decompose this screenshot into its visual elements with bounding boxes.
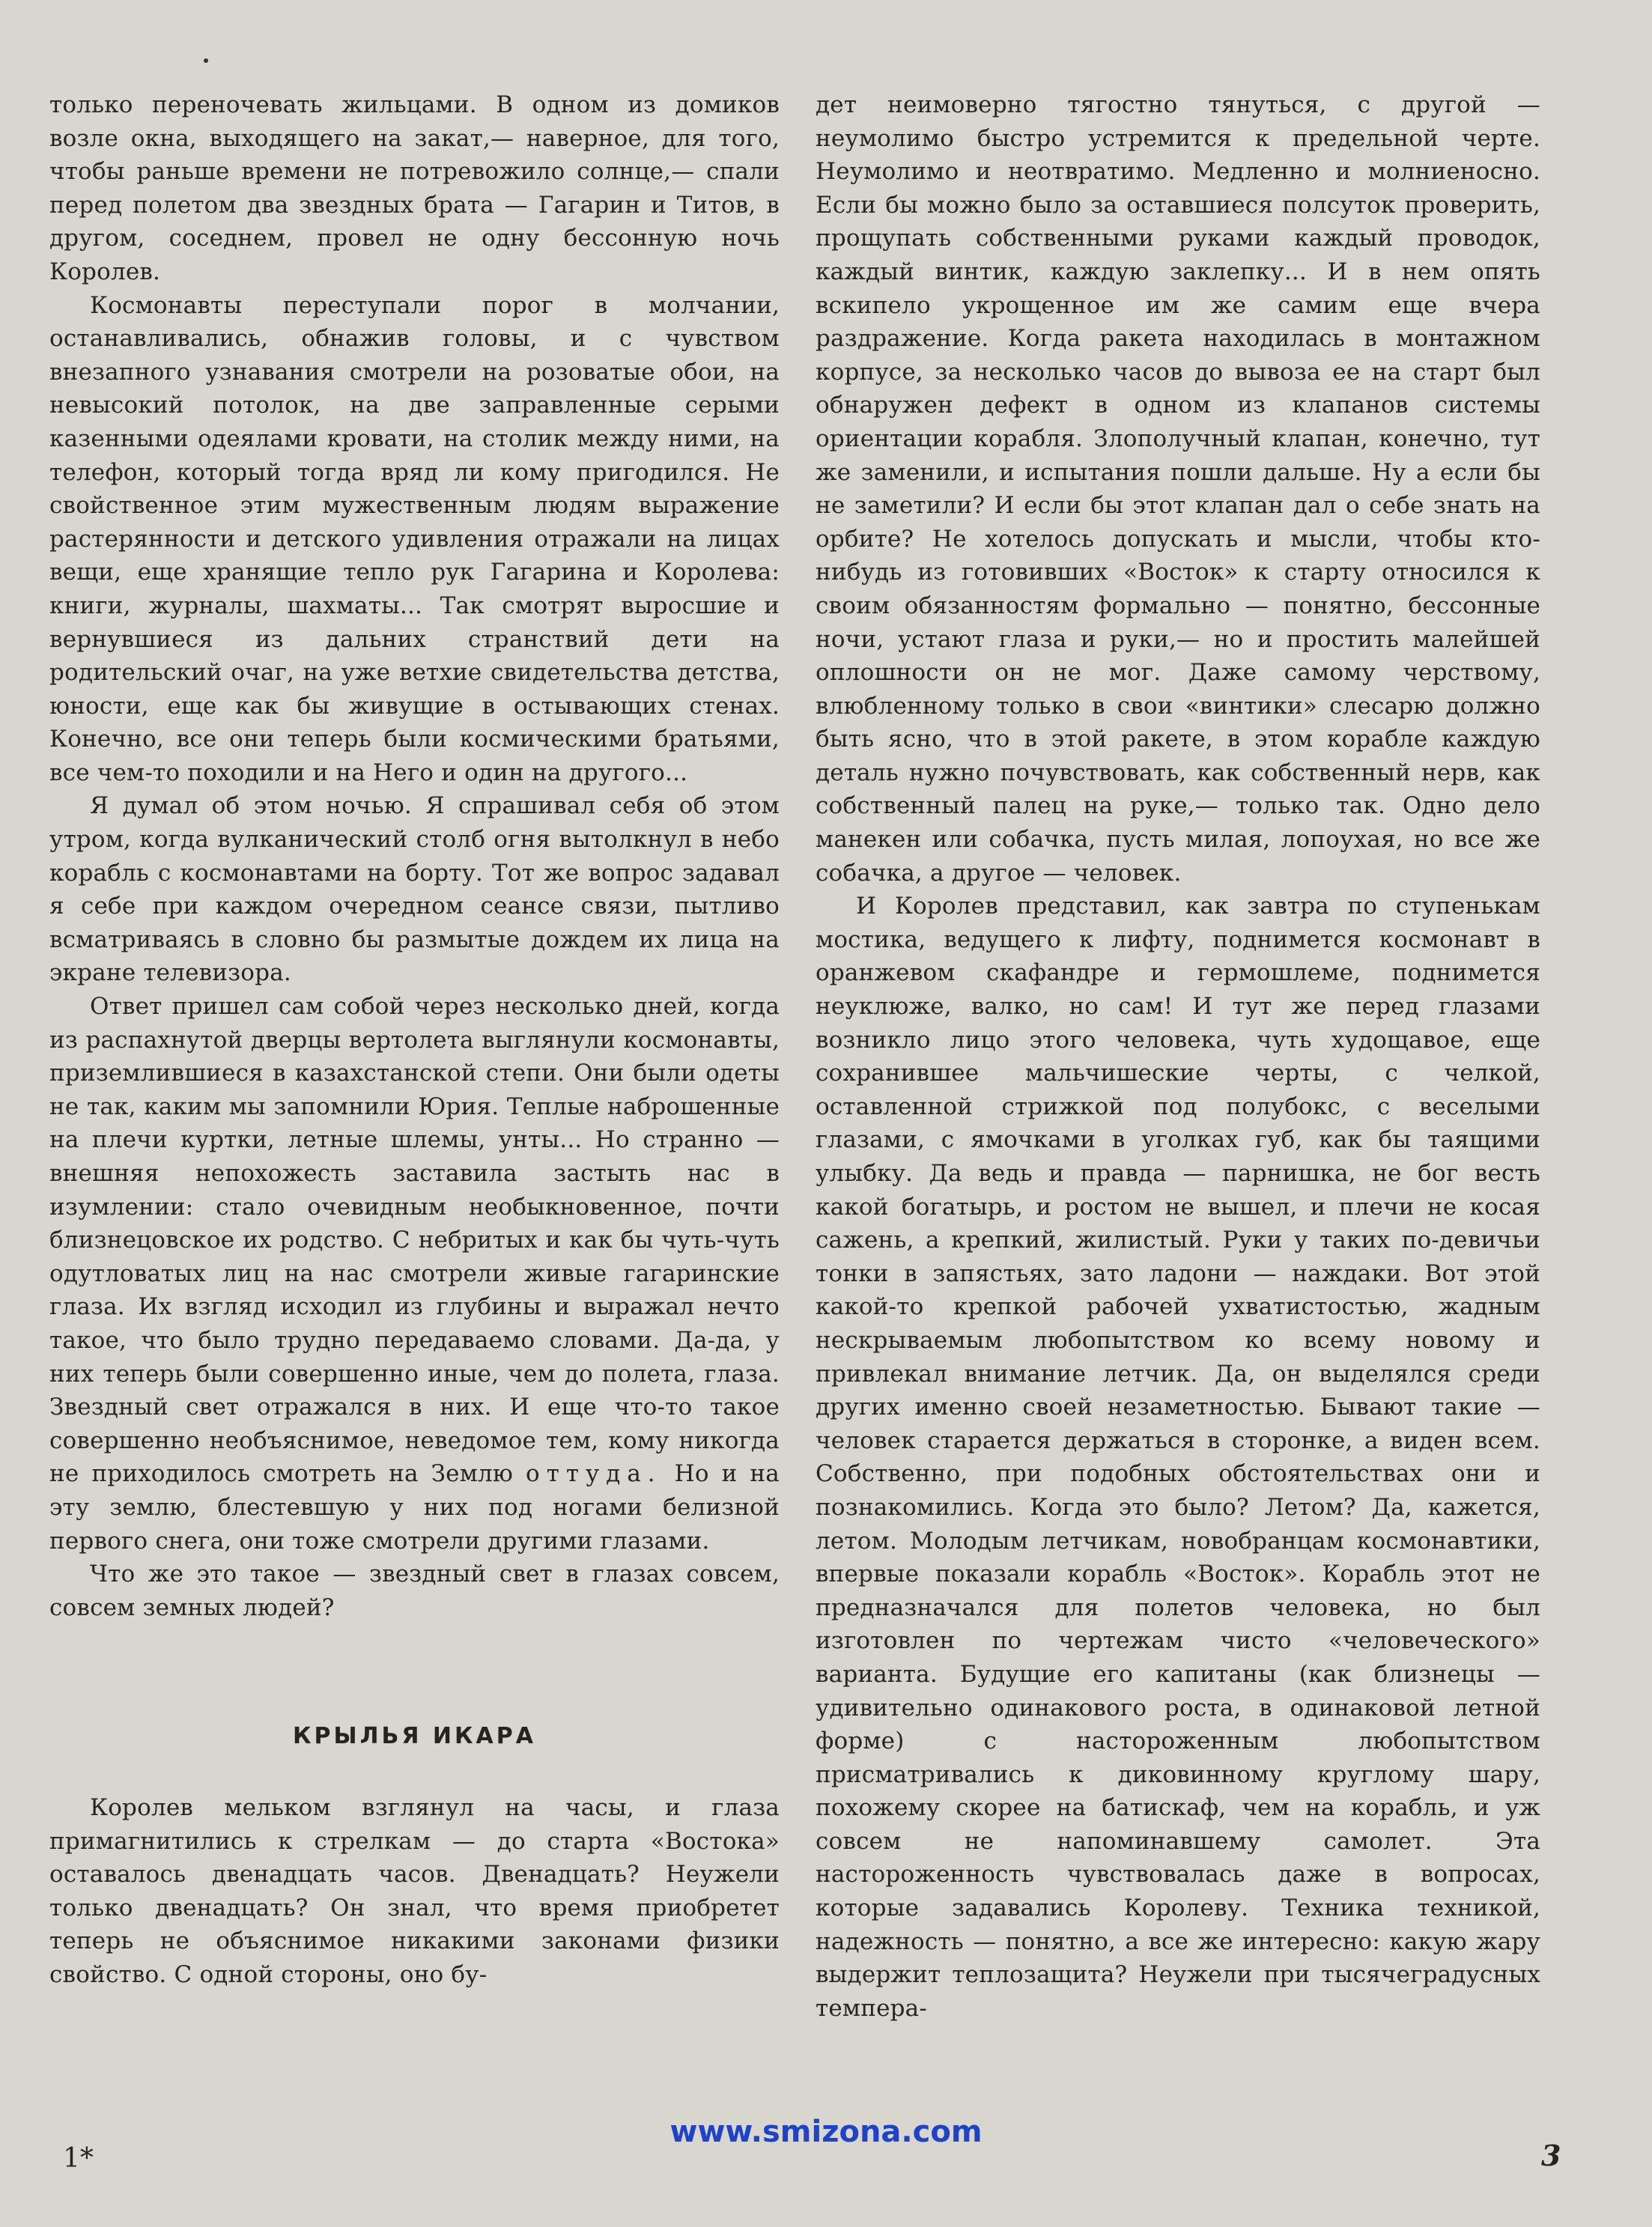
paragraph-text: Ответ пришел сам собой через несколько дней, когда из распахнутой дверцы вертолета выглянули космонавты, приземлившиеся в казахстанской степи. Они были одеты не так, каким мы запомнили Юрия. Теплые наброшенные на плечи куртки, летные шлемы, унты... Но странно — внешняя непохожесть заставила застыть нас в изумлении: стало очевидным необыкновенное, почти близнецовское их родство. С небритых и как бы чуть-чуть одутловатых лиц на нас смотрели живые гагаринские глаза. Их взгляд исходил из глубины и выражал нечто такое, что было трудно передаваемо словами. Да-да, у них теперь были совершенно иные, чем до полета, глаза. Звездный свет отражался в них. И еще что-то такое совершенно необъяснимое, неведомое тем, кому никогда не приходилось смотреть на Землю [49,993,780,1488]
paragraph [49,990,780,1558]
paragraph: Космонавты переступали порог в молчании, останавливались, обнажив головы, и с чувством внезапного узнавания смотрели на розоватые обои, на невысокий потолок, на две заправленные серыми казенными одеялами кровати, на столик между ними, на телефон, который тогда вряд ли кому пригодился. Не свойственное этим мужественным людям выражение растерянности и детского удивления отражали на лицах вещи, еще хранящие тепло рук Гагарина и Королева: книги, журналы, шахматы... Так смотрят выросшие и вернувшиеся из дальних странствий дети на родительский очаг, на уже ветхие свидетельства детства, юности, еще как бы живущие в остывающих стенах. Конечно, все они теперь были космическими братьями, все чем-то походили и на Него и один на другого... [49,291,780,786]
page-number: 3 [1541,2139,1561,2172]
paragraph: Королев мельком взглянул на часы, и глаза примагнитились к стрелкам — до старта «Востока» оставалось двенадцать часов. Двенадцать? Неужели только двенадцать? Он знал, что время приобретет теперь не объяснимое никакими законами физики свойство. С одной стороны, оно бу- [49,1793,780,1988]
right-column [816,88,1540,2025]
paragraph: Я думал об этом ночью. Я спрашивал себя об этом утром, когда вулканический столб огня вытолкнул в небо корабль с космонавтами на борту. Тот же вопрос задавал я себе при каждом очередном сеансе связи, пытливо всматриваясь в словно бы размытые дождем их лица на экране телевизора. [49,792,780,987]
paragraph: только переночевать жильцами. В одном из домиков возле окна, выходящего на закат,— наверное, для того, чтобы раньше времени не потревожило солнце,— спали перед полетом два звездных брата — Гагарин и Титов, в другом, соседнем, провел не одну бессонную ночь Королев. [49,91,780,285]
print-speck [204,58,208,63]
paragraph: дет неимоверно тягостно тянуться, с другой — неумолимо быстро устремится к предельной черте. Неумолимо и неотвратимо. Медленно и молниеносно. Если бы можно было за оставшиеся полсуток проверить, прощупать собственными руками каждый проводок, каждый винтик, каждую заклепку... И в нем опять вскипело укрощенное им же самим еще вчера раздражение. Когда ракета находилась в монтажном корпусе, за несколько часов до вывоза ее на старт был обнаружен дефект в одном из клапанов системы ориентации корабля. Злополучный клапан, конечно, тут же заменили, и испытания пошли дальше. Ну а если бы не заметили? И если бы этот клапан дал о себе знать на орбите? Не хотелось допускать и мысли, чтобы кто-нибудь из готовивших «Восток» к старту относился к своим обязанностям формально — понятно, бессонные ночи, устают глаза и руки,— но и простить малейшей оплошности он не мог. Даже самому черствому, влюбленному только в свои «винтики» слесарю должно быть ясно, что в этой ракете, в этом корабле каждую деталь нужно почувствовать, как собственный нерв, как собственный палец на руке,— только так. Одно дело манекен или собачка, пусть милая, лопоухая, но все же собачка, а другое — человек. [816,91,1540,887]
paragraph-text: Но и на эту землю, блестевшую у них под ногами белизной первого снега, они тоже смотрели другими глазами. [49,1460,780,1555]
section-heading: КРЫЛЬЯ ИКАРА [293,1723,536,1750]
watermark-link[interactable]: www.smizona.com [669,2115,983,2149]
paragraph: Что же это такое — звездный свет в глазах совсем, совсем земных людей? [49,1561,780,1621]
paragraph: И Королев представил, как завтра по ступенькам мостика, ведущего к лифту, поднимется космонавт в оранжевом скафандре и гермошлеме, поднимется неуклюже, валко, но сам! И тут же перед глазами возникло лицо этого человека, чуть худощавое, еще сохранившее мальчишеские черты, с челкой, оставленной стрижкой под полубокс, с веселыми глазами, с ямочками в уголках губ, как бы таящими улыбку. Да ведь и правда — парнишка, не бог весть какой богатырь, и ростом не вышел, и плечи не косая сажень, а крепкий, жилистый. Руки у таких по-девичьи тонки в запястьях, зато ладони — наждаки. Вот этой какой-то крепкой рабочей ухватистостью, жадным нескрываемым любопытством ко всему новому и привлекал внимание летчик. Да, он выделялся среди других именно своей незаметностью. Бывают такие — человек старается держаться в сторонке, а виден всем. Собственно, при подобных обстоятельствах они и познакомились. Когда это было? Летом? Да, кажется, летом. Молодым летчикам, новобранцам космонавтики, впервые показали корабль «Восток». Корабль этот не предназначался для полетов человека, но был изготовлен по чертежам чисто «человеческого» варианта. Будущие его капитаны (как близнецы — удивительно одинакового роста, в одинаковой летной форме) с настороженным любопытством присматривались к диковинному круглому шару, похожему скорее на батискаф, чем на корабль, и уж совсем не напоминавшему самолет. Эта настороженность чувствовалась даже в вопросах, которые задавались Королеву. Техника техникой, надежность — понятно, а все же интересно: какую жару выдержит теплозащита? Неужели при тысячеградусных темпера- [816,893,1540,2022]
left-column [49,88,780,1991]
signature-mark: 1* [63,2143,94,2174]
spaced-word: оттуда. [526,1460,662,1488]
